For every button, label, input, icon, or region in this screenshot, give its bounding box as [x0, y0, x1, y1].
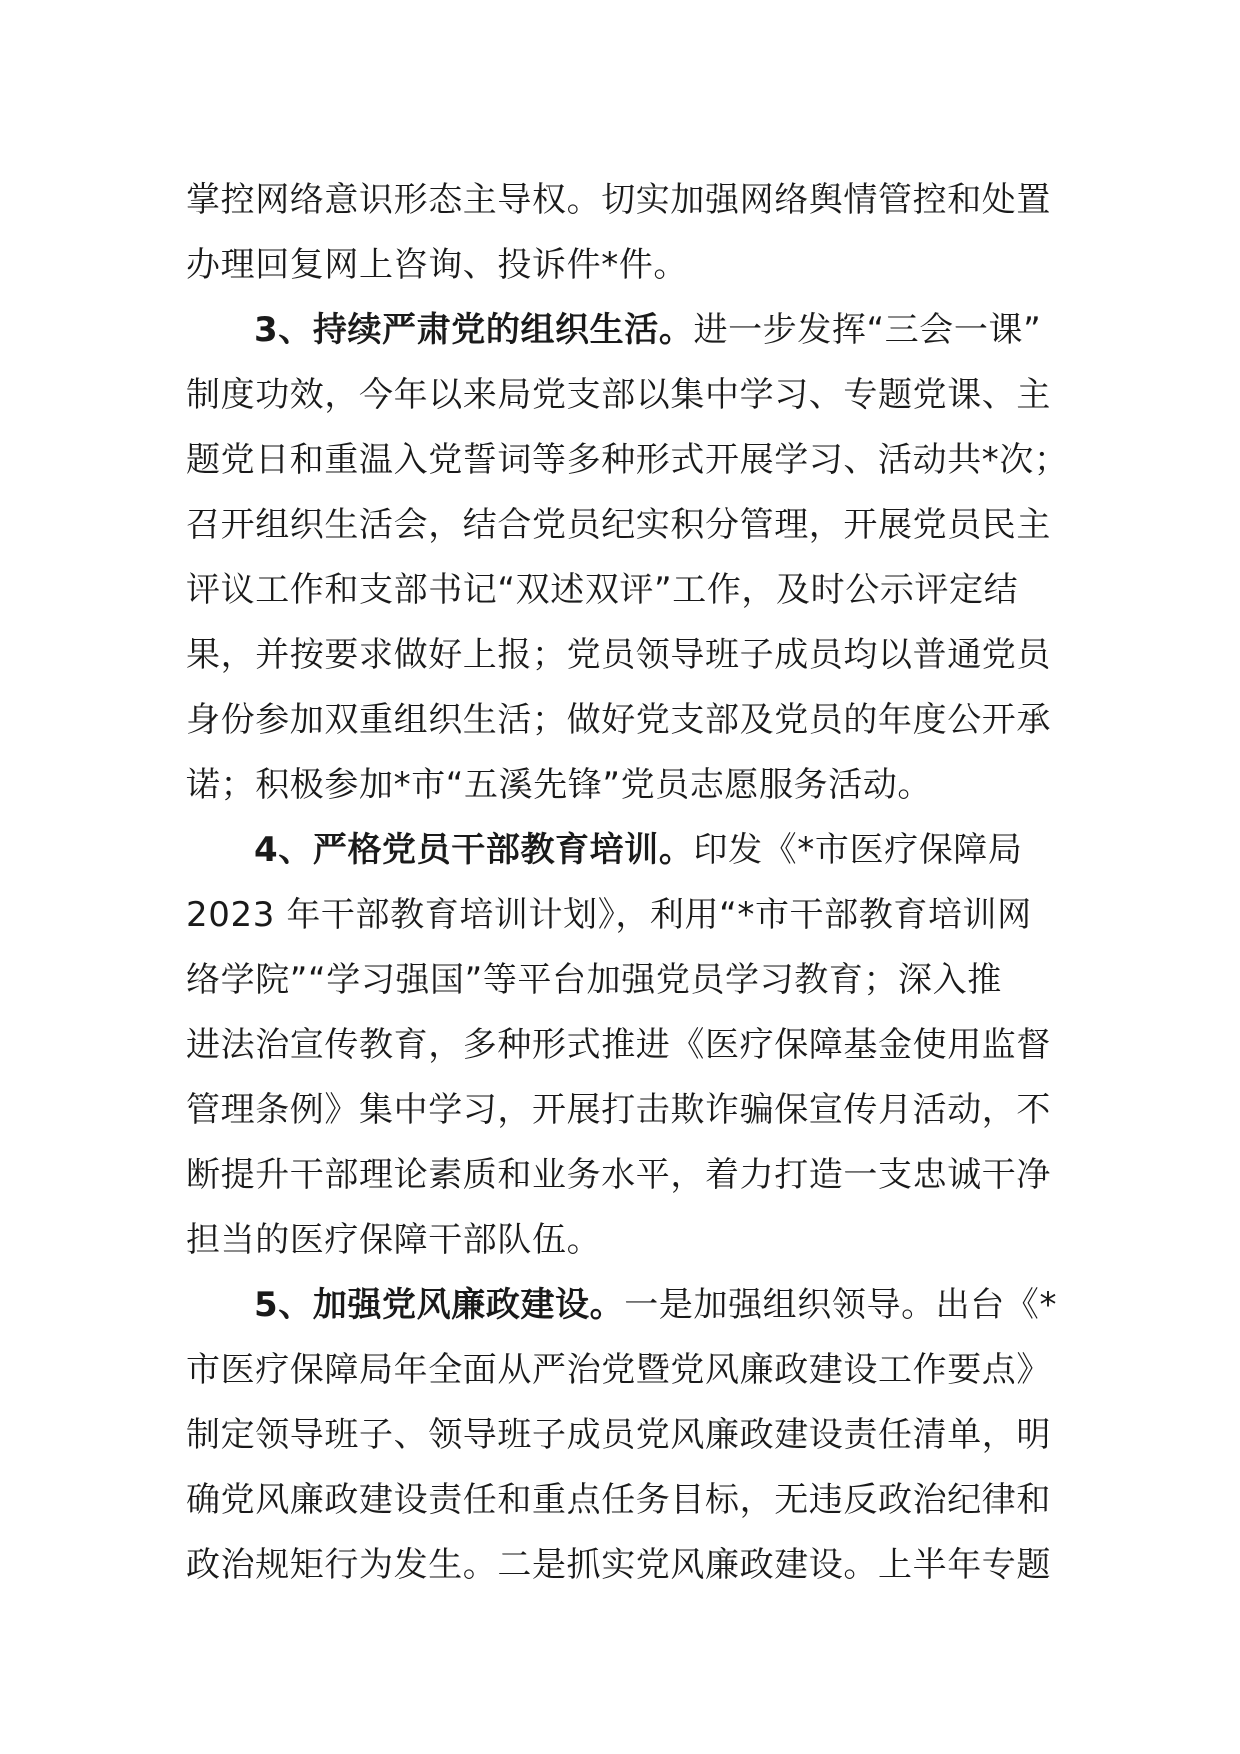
body-line: 络学院”“学习强国”等平台加强党员学习教育；深入推	[186, 960, 1002, 1000]
section-heading-line	[186, 818, 1058, 883]
body-line: 断提升干部理论素质和业务水平，着力打造一支忠诚干净	[186, 1155, 1051, 1195]
body-line: 政治规矩行为发生。二是抓实党风廉政建设。上半年专题	[186, 1545, 1051, 1585]
body-line: 担当的医疗保障干部队伍。	[186, 1220, 602, 1260]
body-line: 进法治宣传教育，多种形式推进《医疗保障基金使用监督	[186, 1025, 1051, 1065]
section-text: 印发《*市医疗保障局	[693, 830, 1023, 870]
body-line: 题党日和重温入党誓词等多种形式开展学习、活动共*次；	[186, 440, 1069, 480]
section-text: 进一步发挥“三会一课”	[693, 310, 1042, 350]
body-line: 确党风廉政建设责任和重点任务目标，无违反政治纪律和	[186, 1480, 1051, 1520]
body-line: 诺；积极参加*市“五溪先锋”党员志愿服务活动。	[186, 765, 933, 805]
section-heading: 4、严格党员干部教育培训。	[254, 830, 694, 870]
body-line: 果，并按要求做好上报；党员领导班子成员均以普通党员	[186, 635, 1051, 675]
body-line: 2023 年干部教育培训计划》，利用“*市干部教育培训网	[186, 895, 1032, 935]
body-line: 市医疗保障局年全面从严治党暨党风廉政建设工作要点》	[186, 1350, 1051, 1390]
body-line: 办理回复网上咨询、投诉件*件。	[186, 245, 688, 285]
body-line: 召开组织生活会，结合党员纪实积分管理，开展党员民主	[186, 505, 1051, 545]
section-heading-line	[186, 1273, 1058, 1338]
section-heading: 5、加强党风廉政建设。	[254, 1285, 625, 1325]
body-line: 评议工作和支部书记“双述双评”工作，及时公示评定结	[186, 570, 1019, 610]
body-line: 制度功效，今年以来局党支部以集中学习、专题党课、主	[186, 375, 1051, 415]
body-line: 管理条例》集中学习，开展打击欺诈骗保宣传月活动，不	[186, 1090, 1051, 1130]
section-heading: 3、持续严肃党的组织生活。	[254, 310, 694, 350]
section-text: 一是加强组织领导。出台《*	[624, 1285, 1058, 1325]
body-line: 制定领导班子、领导班子成员党风廉政建设责任清单，明	[186, 1415, 1051, 1455]
body-line: 身份参加双重组织生活；做好党支部及党员的年度公开承	[186, 700, 1051, 740]
document-body	[186, 168, 1069, 1598]
body-line: 掌控网络意识形态主导权。切实加强网络舆情管控和处置	[186, 180, 1051, 220]
section-heading-line	[186, 298, 1058, 363]
